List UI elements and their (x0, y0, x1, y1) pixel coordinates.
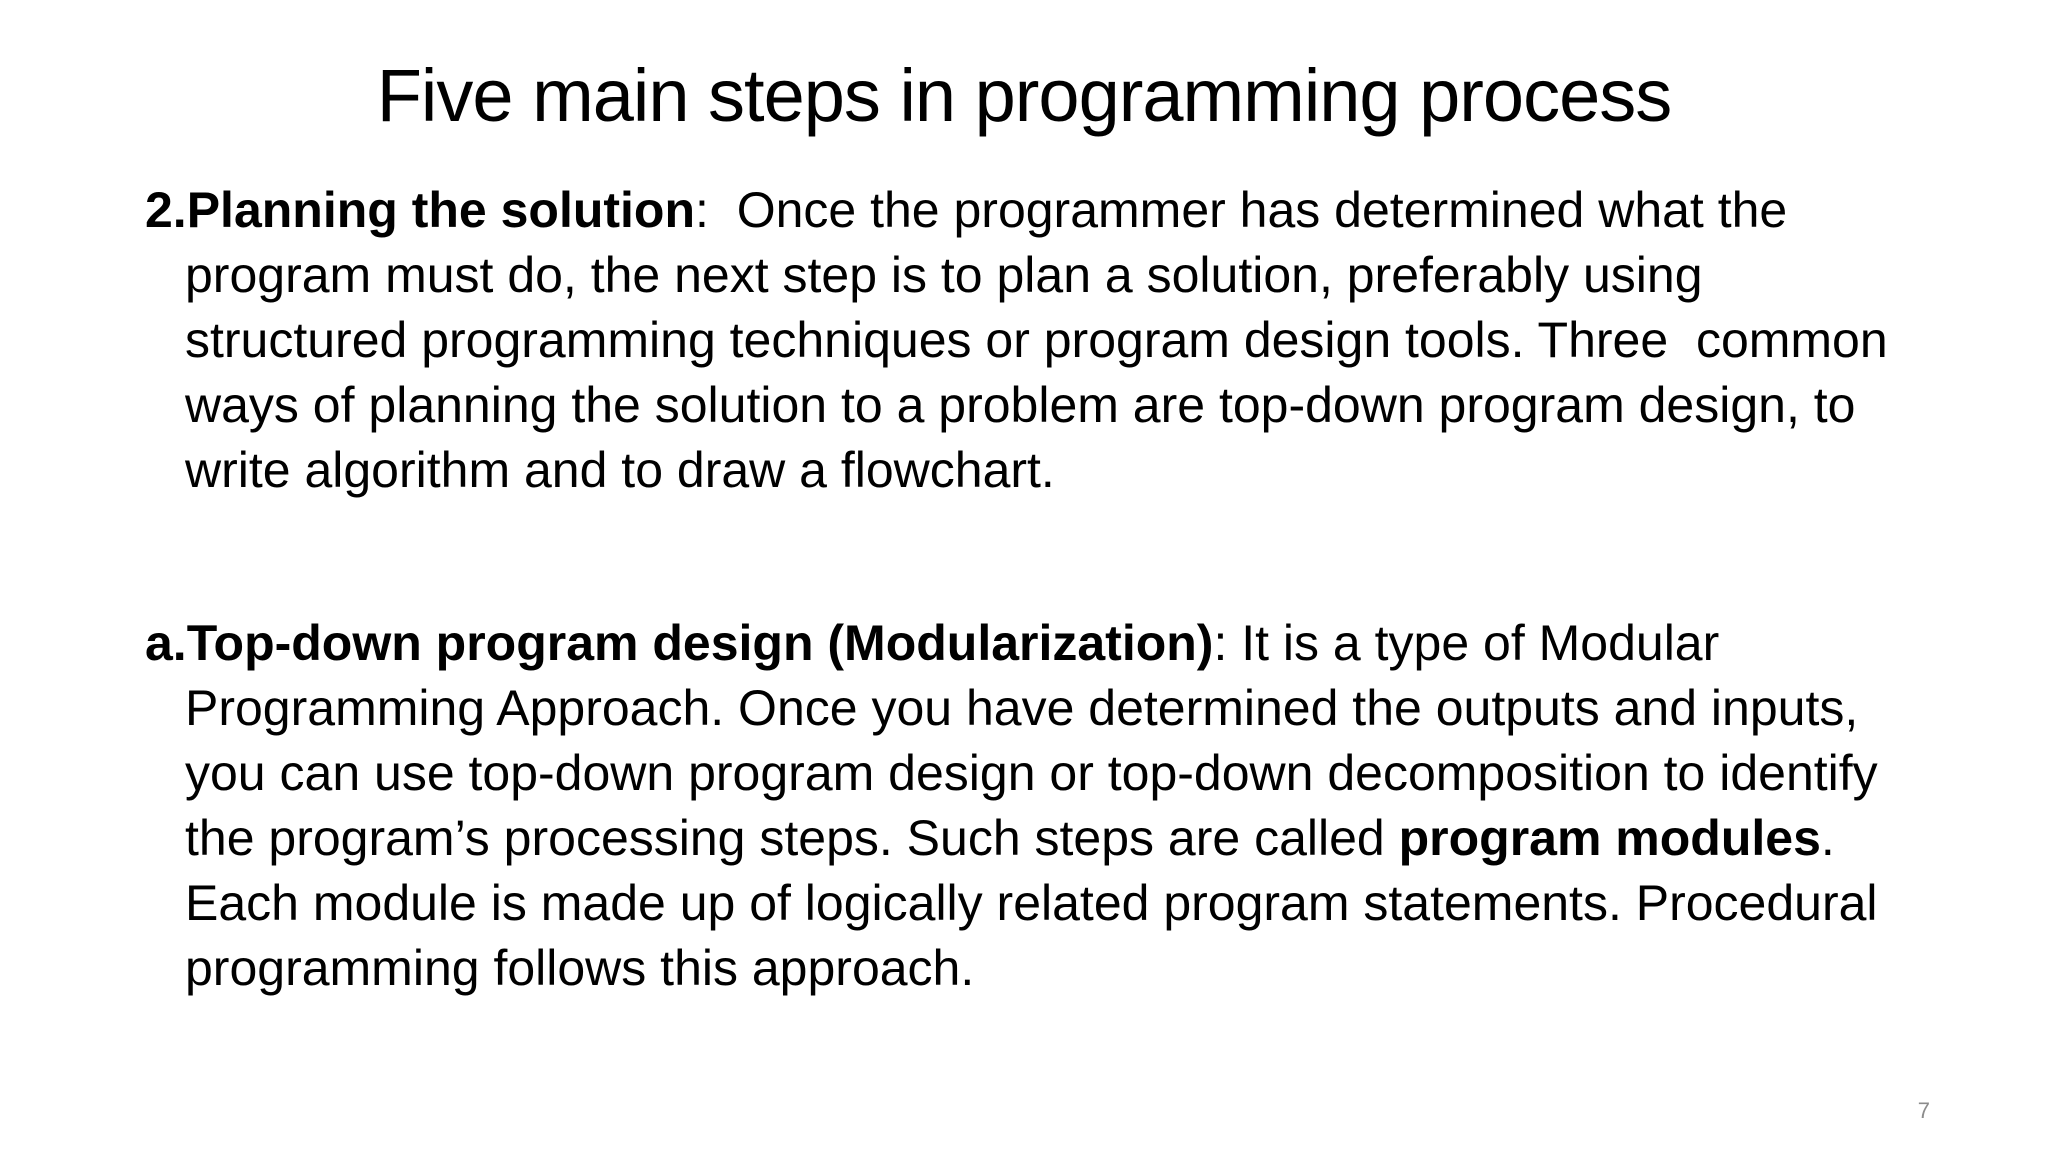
emphasis-program-modules: program modules (1398, 810, 1821, 866)
slide-title: Five main steps in programming process (376, 54, 1672, 137)
paragraph-text: Once the programmer has determined what the program must do, the next step is to plan a solution, preferably using structured programming techniques or program design tools. Three common ways of planning the solution to a problem are top-down program design, to write algorithm and to draw a flowchart. (185, 182, 1902, 498)
paragraph-heading: a.Top-down program design (Modularization) (145, 615, 1214, 671)
paragraph-planning-the-solution (145, 178, 1905, 503)
page-number: 7 (1917, 1098, 1930, 1123)
paragraph-separator: : (695, 182, 709, 238)
paragraph-heading: 2.Planning the solution (145, 182, 695, 238)
slide-body (145, 178, 1905, 1001)
paragraph-top-down-design (145, 611, 1905, 1001)
paragraph-text: . Each module is made up of logically related program statements. Procedural programming follows this approach. (185, 810, 1878, 996)
paragraph-text: : It is a type of Modular Programming Approach. Once you have determined the outputs and inputs, you can use top-down program design or top-down decomposition to identify the program’s processing steps. Such steps are called (185, 615, 1878, 866)
